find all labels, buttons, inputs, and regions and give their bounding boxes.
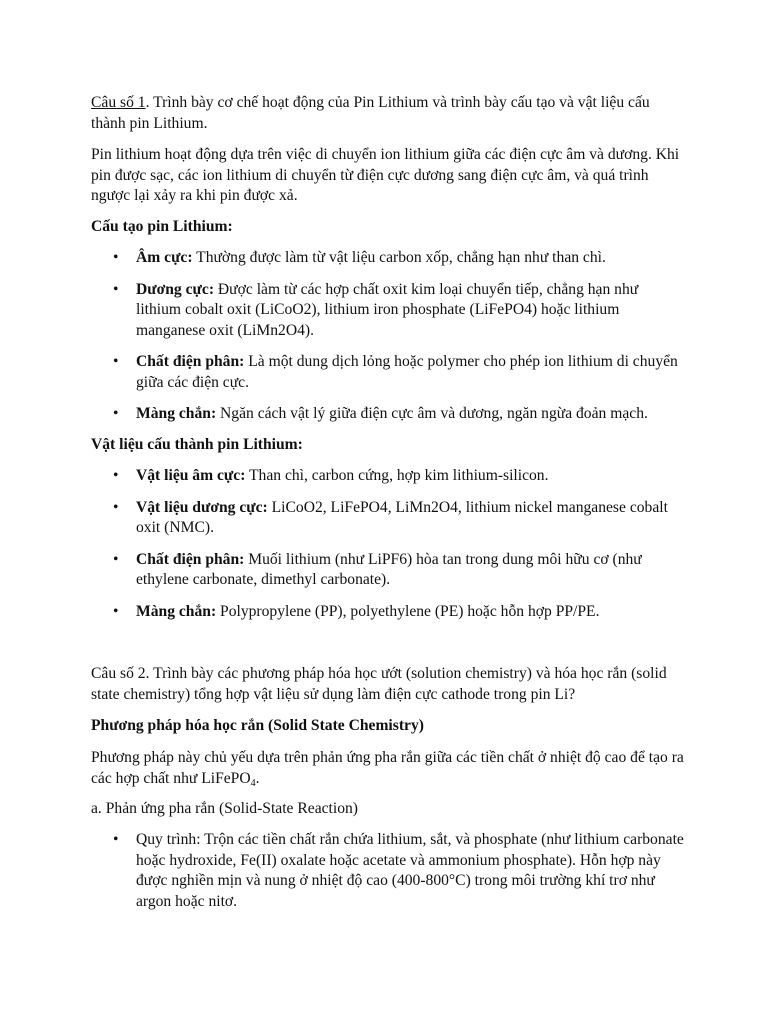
materials-list [91,466,687,622]
materials-heading [91,435,687,456]
list-item [91,602,687,623]
list-item-text: Thường được làm từ vật liệu carbon xốp, chẳng hạn như than chì. [192,249,606,266]
list-item [91,498,687,539]
list-item-text: Than chì, carbon cứng, hợp kim lithium-silicon. [245,467,549,484]
list-item [91,466,687,487]
list-item-text: Là một dung dịch lỏng hoặc polymer cho phép ion lithium di chuyển giữa các điện cực. [136,353,678,391]
list-item [91,248,687,269]
list-item [91,352,687,393]
question-2-title: Câu số 2. Trình bày các phương pháp hóa học ướt (solution chemistry) và hóa học rắn (solid state chemistry) tổng hợp vật liệu sử dụng làm điện cực cathode trong pin Li? [91,665,667,703]
solid-state-heading-text: Phương pháp hóa học rắn (Solid State Chemistry) [91,717,424,734]
list-item-text: LiCoO2, LiFePO4, LiMn2O4, lithium nickel manganese cobalt oxit (NMC). [136,498,668,536]
structure-list [91,248,687,425]
solid-state-intro-text: Phương pháp này chủ yếu dựa trên phản ứng pha rắn giữa các tiền chất ở nhiệt độ cao để tạo ra các hợp chất như LiFePO [91,749,684,787]
question-1-title-text: . Trình bày cơ chế hoạt động của Pin Lithium và trình bày cấu tạo và vật liệu cấu thành pin Lithium. [91,94,650,132]
list-item-text: Polypropylene (PP), polyethylene (PE) hoặc hỗn hợp PP/PE. [216,602,600,620]
subsection-a-title: a. Phản ứng pha rắn (Solid-State Reaction) [91,800,358,817]
solid-state-intro [91,748,687,789]
question-1-label: Câu số 1 [91,94,146,111]
list-item [91,280,687,342]
list-item [91,404,687,425]
question-1-intro: Pin lithium hoạt động dựa trên việc di chuyển ion lithium giữa các điện cực âm và dương. Khi pin được sạc, các ion lithium di chuyển từ điện cực dương sang điện cực âm, và quá trình ngược lại xảy ra khi pin được xả. [91,146,680,204]
list-item: • Quy trình: Trộn các tiền chất rắn chứa lithium, sắt, và phosphate (như lithium carbonate hoặc hydroxide, Fe(II) oxalate hoặc acetate và ammonium phosphate). Hỗn hợp này được nghiền mịn và nung ở nhiệt độ cao (400-800°C) trong môi trường khí trơ như argon hoặc nitơ. [91,830,687,912]
subsection-a-list [91,830,687,912]
list-item-term: Vật liệu âm cực: [136,467,246,484]
list-item-term: Âm cực: [136,249,193,266]
list-item-term: Chất điện phân: [136,353,245,370]
question-1-title [91,93,687,134]
list-item-text: Ngăn cách vật lý giữa điện cực âm và dương, ngăn ngừa đoản mạch. [216,405,648,422]
materials-heading-text: Vật liệu cấu thành pin Lithium: [91,436,303,453]
solid-state-intro-end: . [255,769,260,787]
list-item-term: Màng chắn: [136,602,217,620]
list-item [91,550,687,591]
subscript: 4 [250,777,256,789]
structure-heading-text: Cấu tạo pin Lithium: [91,218,233,235]
list-item-term: Chất điện phân: [136,550,245,568]
list-item-text: Được làm từ các hợp chất oxit kim loại chuyển tiếp, chẳng hạn như lithium cobalt oxit (LiCoO2), lithium iron phosphate (LiFePO4) hoặc lithium manganese oxit (LiMn2O4). [136,280,639,339]
solid-state-heading [91,716,687,737]
structure-heading [91,217,687,238]
list-item-text: Muối lithium (như LiPF6) hòa tan trong dung môi hữu cơ (như ethylene carbonate, dimethyl carbonate). [136,550,642,588]
list-item-term: Vật liệu dương cực: [136,498,268,516]
list-item-term: Dương cực: [136,280,215,298]
list-item-term: Màng chắn: [136,405,217,422]
